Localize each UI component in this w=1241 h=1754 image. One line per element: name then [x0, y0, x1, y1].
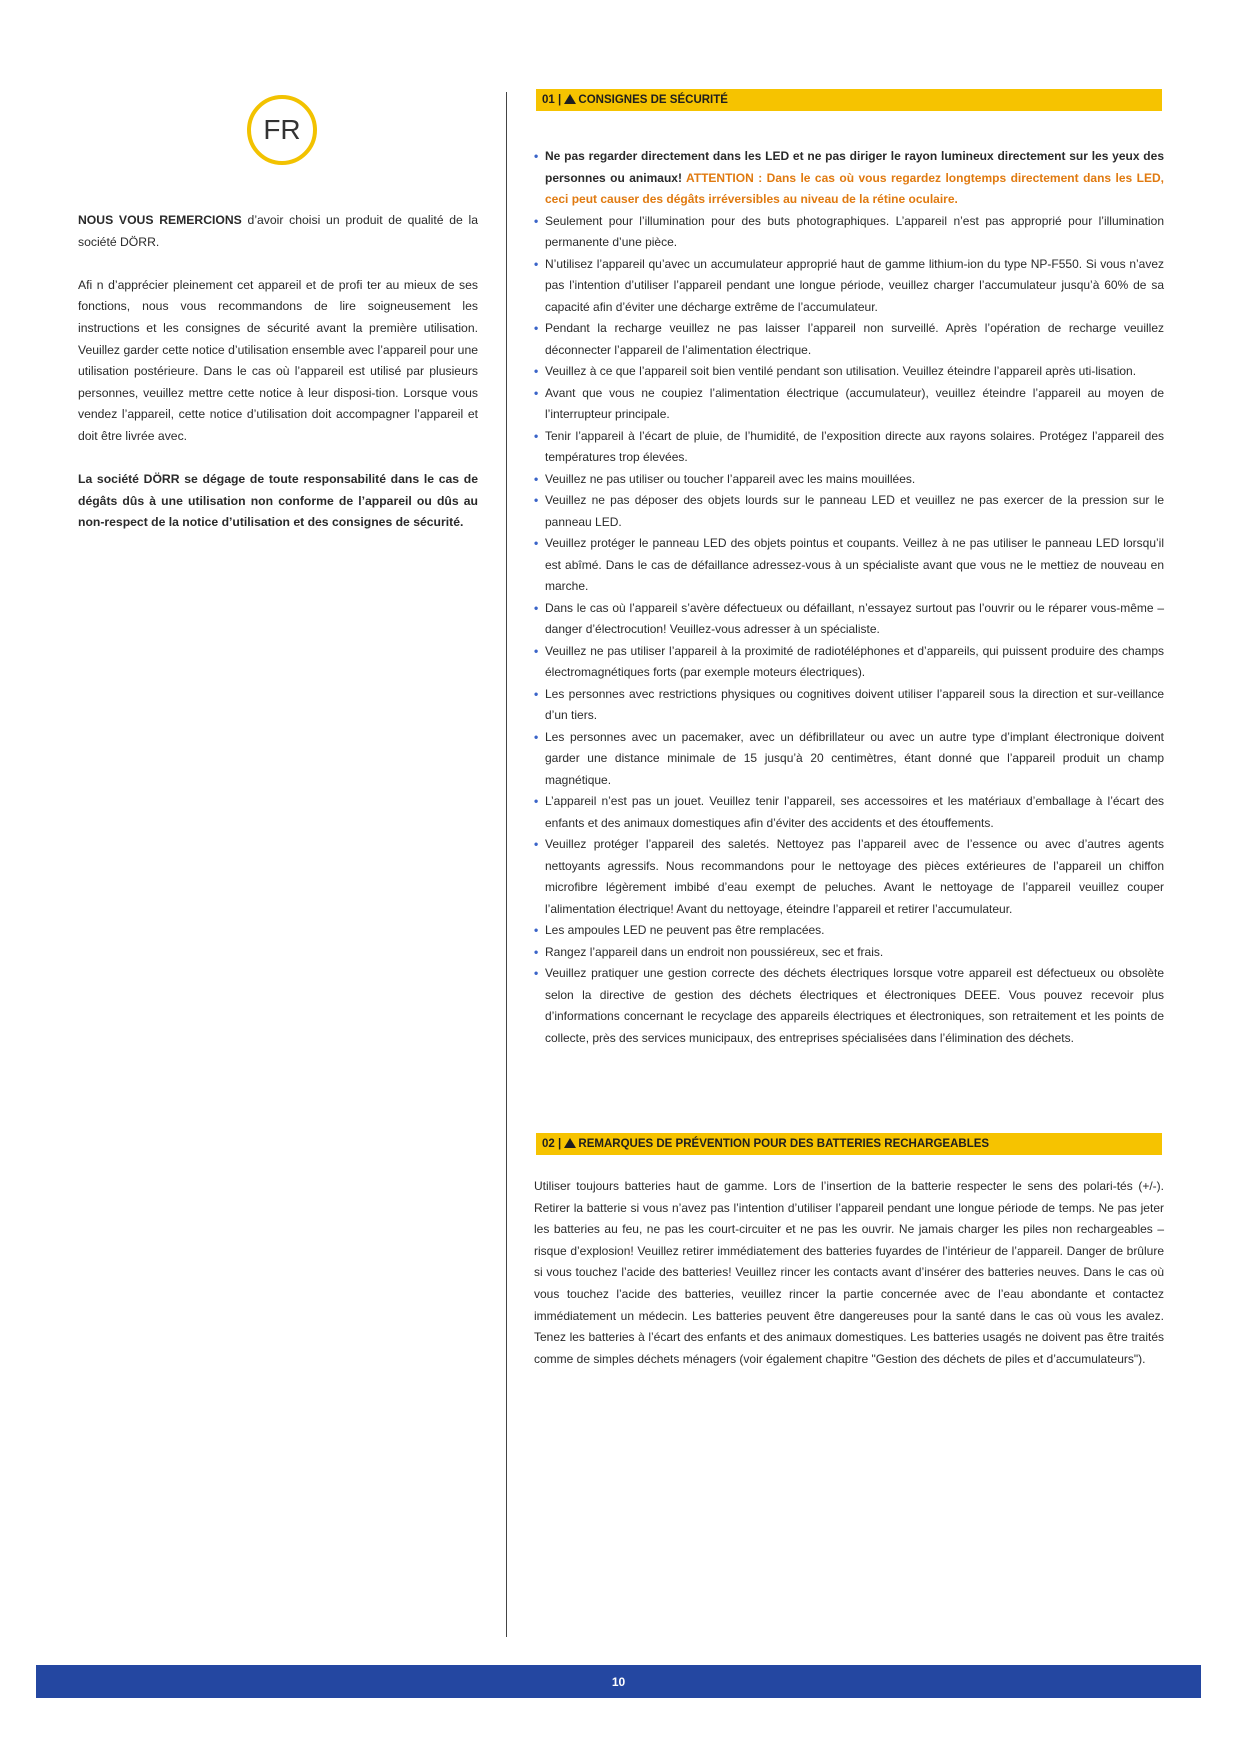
- bullet-dot-icon: •: [534, 493, 539, 507]
- bullet-dot-icon: •: [534, 966, 539, 980]
- bullet-dot-icon: •: [534, 536, 539, 550]
- bullet-dot-icon: •: [534, 385, 539, 400]
- section-header-safety: [536, 89, 1162, 111]
- page-number: 10: [611, 1674, 626, 1689]
- safety-bullet-list: [534, 146, 1164, 1049]
- bullet-dot-icon: •: [534, 686, 539, 701]
- list-item: • Veuillez ne pas utiliser ou toucher l’appareil avec les mains mouillées.: [534, 469, 1164, 491]
- section-header-batteries: [536, 1133, 1162, 1155]
- bullet-dot-icon: •: [534, 600, 539, 615]
- section-number: 01 |: [542, 94, 562, 106]
- list-item: • L’appareil n’est pas un jouet. Veuillez tenir l’appareil, ses accessoires et les matériaux d’emballage à l’écart des enfants et des animaux domestiques afin d’éviter des accidents et des étouffements.: [534, 791, 1164, 834]
- list-item: • Les personnes avec restrictions physiques ou cognitives doivent utiliser l’appareil sous la direction et sur-veillance d’un tiers.: [534, 684, 1164, 727]
- list-item: • Veuillez pratiquer une gestion correcte des déchets électriques lorsque votre appareil est défectueux ou obsolète selon la directive de gestion des déchets électriques et électroniques DEEE. Vous pouvez recevoir plus d’informations concernant le recyclage des appareils électriques et électroniques, son retraitement et les points de collecte, près des services municipaux, des entreprises spécialisées dans l’élimination des déchets.: [534, 963, 1164, 1049]
- list-item: • Dans le cas où l’appareil s’avère défectueux ou défaillant, n’essayez surtout pas l’ouvrir ou le réparer vous-même – danger d’électrocution! Veuillez-vous adresser à un spécialiste.: [534, 598, 1164, 641]
- bullet-dot-icon: •: [534, 794, 539, 808]
- warning-triangle-icon: [564, 94, 576, 104]
- list-item: • Ne pas regarder directement dans les LED et ne pas diriger le rayon lumineux directement sur les yeux des personnes ou animaux! ATTENTION : Dans le cas où vous regardez longtemps directement dans les LED, ceci peut causer des dégâts irréversibles au niveau de la rétine oculaire.: [534, 146, 1164, 211]
- battery-prevention-text: Utiliser toujours batteries haut de gamme. Lors de l’insertion de la batterie respecter le sens des polari-tés (+/-). Retirer la batterie si vous n’avez pas l’intention d’utiliser l’appareil pendant une longue période de temps. Ne pas jeter les batteries au feu, ne pas les court-circuiter et ne pas les ouvrir. Ne jamais charger les piles non rechargeables – risque d’explosion! Veuillez retirer immédiatement des batteries fuyardes de l’intérieur de l’appareil. Danger de brûlure si vous touchez l’acide des batteries! Veuillez rincer les contacts avant d’insérer des batteries neuves. Dans le cas où vous touchez l’acide des batteries, veuillez rincer la partie concernée avec de l’eau abondante et contactez immédiatement un médecin. Les batteries peuvent être dangereuses pour la santé dans le cas où vous les avalez. Tenez les batteries à l’écart des enfants et des animaux domestiques. Les batteries usagés ne doivent pas être traités comme de simples déchets ménagers (voir également chapitre "Gestion des déchets de piles et d’accumulateurs").: [534, 1179, 1164, 1366]
- bullet-dot-icon: •: [534, 213, 539, 228]
- intro-thanks: [78, 210, 478, 253]
- section-title: CONSIGNES DE SÉCURITÉ: [578, 94, 728, 106]
- list-item: • Veuillez ne pas utiliser l’appareil à la proximité de radiotéléphones et d’appareils, qui puissent produire des champs électromagnétiques forts (par exemple moteurs électriques).: [534, 641, 1164, 684]
- intro-thanks-rest: d’avoir choisi un produit de qualité de la société DÖRR.: [78, 213, 478, 249]
- intro-column: [78, 210, 478, 556]
- bullet-dot-icon: •: [534, 428, 539, 443]
- intro-disclaimer: La société DÖRR se dégage de toute responsabilité dans le cas de dégâts dûs à une utilisation non conforme de l’appareil ou dûs au non-respect de la notice d’utilisation et des consignes de sécurité.: [78, 472, 478, 530]
- bullet-dot-icon: •: [534, 729, 539, 744]
- list-item: • Pendant la recharge veuillez ne pas laisser l’appareil non surveillé. Après l’opération de recharge veuillez déconnecter l’appareil de l’alimentation électrique.: [534, 318, 1164, 361]
- list-item: • Les ampoules LED ne peuvent pas être remplacées.: [534, 920, 1164, 942]
- intro-recommendation: Afi n d’apprécier pleinement cet appareil et de profi ter au mieux de ses fonctions, nous vous recommandons de lire soigneusement les instructions et les consignes de sécurité avant la première utilisation. Veuillez garder cette notice d’utilisation ensemble avec l’appareil pour une utilisation postérieure. Dans le cas où l’appareil est utilisé par plusieurs personnes, veuillez mettre cette notice à leur disposi-tion. Lorsque vous vendez l’appareil, cette notice d’utilisation doit accompagner l’appareil et doit être livrée avec.: [78, 277, 478, 443]
- intro-thanks-bold: NOUS VOUS REMERCIONS: [78, 213, 242, 227]
- warning-triangle-icon: [564, 1138, 576, 1148]
- bullet-dot-icon: •: [534, 364, 539, 378]
- list-item: • Tenir l’appareil à l’écart de pluie, de l’humidité, de l’exposition directe aux rayons solaires. Protégez l’appareil des températures trop élevées.: [534, 426, 1164, 469]
- list-item: • Seulement pour l’illumination pour des buts photographiques. L’appareil n’est pas approprié pour l’illumination permanente d’une pièce.: [534, 211, 1164, 254]
- bullet-dot-icon: •: [534, 149, 539, 163]
- column-divider: [506, 92, 507, 1637]
- bullet-dot-icon: •: [534, 256, 539, 271]
- bullet-dot-icon: •: [534, 923, 539, 937]
- bullet-dot-icon: •: [534, 321, 539, 335]
- section-number: 02 |: [542, 1138, 562, 1150]
- bullet-dot-icon: •: [534, 643, 539, 658]
- footer-bar: [36, 1665, 1201, 1698]
- language-badge: FR: [247, 95, 317, 165]
- list-item: • Veuillez protéger le panneau LED des objets pointus et coupants. Veillez à ne pas utiliser le panneau LED lorsqu’il est abîmé. Dans le cas de défaillance adressez-vous à un spécialiste avant que vous ne le mettiez de nouveau en marche.: [534, 533, 1164, 598]
- bullet-dot-icon: •: [534, 837, 539, 851]
- list-item: • Veuillez à ce que l’appareil soit bien ventilé pendant son utilisation. Veuillez éteindre l’appareil après uti-lisation.: [534, 361, 1164, 383]
- bullet-dot-icon: •: [534, 944, 539, 959]
- list-item: • Veuillez ne pas déposer des objets lourds sur le panneau LED et veuillez ne pas exercer de la pression sur le panneau LED.: [534, 490, 1164, 533]
- attention-warning-text: ATTENTION : Dans le cas où vous regardez longtemps directement dans les LED, ceci peut causer des dégâts irréversibles au niveau de la rétine oculaire.: [545, 170, 1165, 206]
- list-item: • Les personnes avec un pacemaker, avec un défibrillateur ou avec un autre type d’implant électronique doivent garder une distance minimale de 15 jusqu’à 20 centimètres, étant donné que l’appareil produit un champ magnétique.: [534, 727, 1164, 792]
- list-item: • Avant que vous ne coupiez l’alimentation électrique (accumulateur), veuillez éteindre l’appareil au moyen de l’interrupteur principale.: [534, 383, 1164, 426]
- list-item: • Veuillez protéger l’appareil des saletés. Nettoyez pas l’appareil avec de l’essence ou avec d’autres agents nettoyants agressifs. Nous recommandons pour le nettoyage des pièces extérieures de l’appareil un chiffon microfibre légèrement imbibé d’eau exempt de peluches. Avant le nettoyage de l’appareil veuillez couper l’alimentation électrique! Avant du nettoyage, éteindre l’appareil et retirer l’accumulateur.: [534, 834, 1164, 920]
- list-item: • Rangez l’appareil dans un endroit non poussiéreux, sec et frais.: [534, 942, 1164, 964]
- bullet-dot-icon: •: [534, 471, 539, 486]
- list-item: • N’utilisez l’appareil qu’avec un accumulateur approprié haut de gamme lithium-ion du type NP-F550. Si vous n’avez pas l’intention d’utiliser l’appareil pendant une longue période, veuillez charger l’accumulateur jusqu’à 60% de sa capacité afin d’éviter une décharge extrême de l’accumulateur.: [534, 254, 1164, 319]
- section-title: REMARQUES DE PRÉVENTION POUR DES BATTERIES RECHARGEABLES: [578, 1138, 990, 1150]
